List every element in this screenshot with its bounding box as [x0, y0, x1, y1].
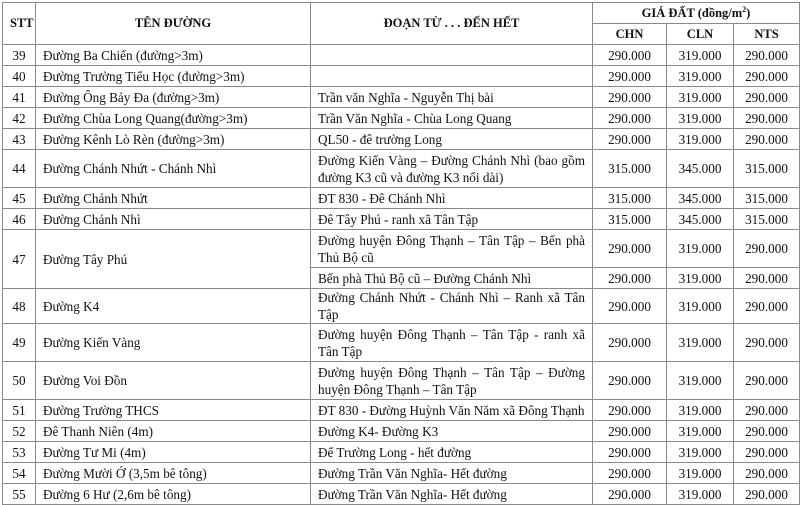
cell-street-name: Đường Ông Bảy Đa (đường>3m): [36, 87, 311, 108]
cell-chn: 290.000: [593, 400, 667, 421]
cell-cln: 345.000: [667, 188, 734, 209]
cell-stt: 54: [3, 463, 36, 484]
cell-stt: 45: [3, 188, 36, 209]
cell-cln: 319.000: [667, 45, 734, 66]
cell-street-name: Đê Thanh Niên (4m): [36, 421, 311, 442]
header-land-price: [593, 3, 800, 24]
cell-chn: 315.000: [593, 209, 667, 230]
cell-segment: Trần Văn Nghĩa - Chùa Long Quang: [311, 108, 593, 129]
cell-cln: 319.000: [667, 484, 734, 505]
cell-street-name: Đường Chánh Nhứt: [36, 188, 311, 209]
table-row: [3, 45, 800, 66]
cell-stt: 43: [3, 129, 36, 150]
cell-street-name: Đường Tư Mi (4m): [36, 442, 311, 463]
cell-segment: Đường Chánh Nhứt - Chánh Nhì – Ranh xã Tân Tập: [311, 289, 593, 324]
table-row: [3, 442, 800, 463]
cell-nts: 315.000: [734, 150, 800, 188]
cell-street-name: Đường Trường THCS: [36, 400, 311, 421]
table-row: [3, 324, 800, 362]
cell-nts: 290.000: [734, 324, 800, 362]
cell-street-name: Đường K4: [36, 289, 311, 324]
cell-street-name: Đường 6 Hư (2,6m bê tông): [36, 484, 311, 505]
cell-segment: Bến phà Thủ Bộ cũ – Đường Chánh Nhì: [311, 268, 593, 289]
cell-nts: 290.000: [734, 268, 800, 289]
cell-segment: Đường Trần Văn Nghĩa- Hết đường: [311, 484, 593, 505]
header-cln: CLN: [667, 24, 734, 45]
table-row: [3, 400, 800, 421]
cell-chn: 290.000: [593, 421, 667, 442]
cell-segment: [311, 66, 593, 87]
table-row: [3, 230, 800, 268]
cell-chn: 290.000: [593, 484, 667, 505]
cell-nts: 290.000: [734, 45, 800, 66]
cell-cln: 319.000: [667, 442, 734, 463]
header-land-price-sup: 2: [742, 4, 747, 14]
header-stt: STT: [3, 3, 36, 45]
cell-segment: Đường huyện Đông Thạnh – Tân Tập – Bến phà Thủ Bộ cũ: [311, 230, 593, 268]
cell-cln: 319.000: [667, 230, 734, 268]
table-row: [3, 66, 800, 87]
cell-segment: Đê Tây Phú - ranh xã Tân Tập: [311, 209, 593, 230]
table-row: [3, 87, 800, 108]
cell-segment: Đường Trần Văn Nghĩa- Hết đường: [311, 463, 593, 484]
header-row-top: [3, 3, 800, 24]
cell-chn: 290.000: [593, 129, 667, 150]
table-row: [3, 108, 800, 129]
cell-stt: 46: [3, 209, 36, 230]
cell-segment: [311, 45, 593, 66]
cell-cln: 319.000: [667, 421, 734, 442]
cell-street-name: Đường Voi Đồn: [36, 362, 311, 400]
table-row: [3, 150, 800, 188]
cell-stt: 44: [3, 150, 36, 188]
cell-segment: Đường huyện Đông Thạnh – Tân Tập - ranh xã Tân Tập: [311, 324, 593, 362]
cell-segment: Đường Kiến Vàng – Đường Chánh Nhì (bao gồm đường K3 cũ và đường K3 nối dài): [311, 150, 593, 188]
table-row: [3, 129, 800, 150]
cell-cln: 319.000: [667, 66, 734, 87]
cell-cln: 345.000: [667, 209, 734, 230]
cell-cln: 319.000: [667, 400, 734, 421]
table-row: [3, 209, 800, 230]
cell-nts: 290.000: [734, 66, 800, 87]
cell-street-name: Đường Chánh Nhứt - Chánh Nhì: [36, 150, 311, 188]
cell-street-name: Đường Trường Tiểu Học (đường>3m): [36, 66, 311, 87]
cell-nts: 290.000: [734, 129, 800, 150]
cell-street-name: Đường Chánh Nhì: [36, 209, 311, 230]
header-nts: NTS: [734, 24, 800, 45]
cell-nts: 290.000: [734, 230, 800, 268]
cell-nts: 290.000: [734, 421, 800, 442]
cell-stt: 55: [3, 484, 36, 505]
cell-chn: 290.000: [593, 45, 667, 66]
header-land-price-close: ): [746, 5, 751, 20]
cell-cln: 319.000: [667, 463, 734, 484]
table-row: [3, 421, 800, 442]
cell-stt: 49: [3, 324, 36, 362]
cell-chn: 290.000: [593, 87, 667, 108]
cell-segment: Trần văn Nghĩa - Nguyễn Thị bài: [311, 87, 593, 108]
cell-chn: 290.000: [593, 108, 667, 129]
cell-segment: ĐT 830 - Đê Chánh Nhì: [311, 188, 593, 209]
cell-street-name: Đường Kiến Vàng: [36, 324, 311, 362]
cell-street-name: Đường Ba Chiến (đường>3m): [36, 45, 311, 66]
cell-cln: 319.000: [667, 268, 734, 289]
cell-street-name: Đường Chùa Long Quang(đường>3m): [36, 108, 311, 129]
cell-segment: Đường huyện Đông Thạnh – Tân Tập – Đường huyện Đông Thạnh – Tân Tập: [311, 362, 593, 400]
cell-chn: 315.000: [593, 150, 667, 188]
cell-stt: 39: [3, 45, 36, 66]
table-row: [3, 484, 800, 505]
cell-stt: 48: [3, 289, 36, 324]
cell-cln: 319.000: [667, 87, 734, 108]
cell-stt: 42: [3, 108, 36, 129]
cell-cln: 319.000: [667, 289, 734, 324]
cell-nts: 290.000: [734, 108, 800, 129]
cell-street-name: Đường Tây Phú: [36, 230, 311, 289]
cell-chn: 290.000: [593, 324, 667, 362]
header-chn: CHN: [593, 24, 667, 45]
cell-cln: 319.000: [667, 129, 734, 150]
cell-stt: 50: [3, 362, 36, 400]
cell-chn: 290.000: [593, 66, 667, 87]
cell-cln: 319.000: [667, 362, 734, 400]
cell-nts: 290.000: [734, 400, 800, 421]
cell-nts: 290.000: [734, 289, 800, 324]
header-land-price-label: GIÁ ĐẤT (đồng/m: [641, 5, 743, 20]
cell-chn: 290.000: [593, 268, 667, 289]
cell-segment: QL50 - đê trường Long: [311, 129, 593, 150]
table-row: [3, 188, 800, 209]
header-street-name: TÊN ĐƯỜNG: [36, 3, 311, 45]
cell-stt: 53: [3, 442, 36, 463]
cell-cln: 319.000: [667, 324, 734, 362]
cell-chn: 290.000: [593, 442, 667, 463]
cell-stt: 52: [3, 421, 36, 442]
cell-chn: 290.000: [593, 230, 667, 268]
cell-chn: 290.000: [593, 463, 667, 484]
cell-segment: Đường K4- Đường K3: [311, 421, 593, 442]
cell-segment: Để Trường Long - hết đường: [311, 442, 593, 463]
cell-chn: 290.000: [593, 362, 667, 400]
cell-nts: 290.000: [734, 442, 800, 463]
land-price-table: [2, 2, 800, 505]
header-segment: ĐOẠN TỪ . . . ĐẾN HẾT: [311, 3, 593, 45]
cell-nts: 315.000: [734, 209, 800, 230]
cell-nts: 290.000: [734, 87, 800, 108]
cell-nts: 290.000: [734, 362, 800, 400]
cell-stt: 41: [3, 87, 36, 108]
table-row: [3, 463, 800, 484]
cell-chn: 290.000: [593, 289, 667, 324]
cell-nts: 315.000: [734, 188, 800, 209]
cell-street-name: Đường Mười Ớ (3,5m bê tông): [36, 463, 311, 484]
cell-stt: 47: [3, 230, 36, 289]
table-row: [3, 289, 800, 324]
cell-cln: 319.000: [667, 108, 734, 129]
cell-chn: 315.000: [593, 188, 667, 209]
cell-stt: 51: [3, 400, 36, 421]
cell-street-name: Đường Kênh Lò Rèn (đường>3m): [36, 129, 311, 150]
cell-nts: 290.000: [734, 484, 800, 505]
table-row: [3, 362, 800, 400]
cell-segment: ĐT 830 - Đường Huỳnh Văn Năm xã Đông Thạnh: [311, 400, 593, 421]
cell-cln: 345.000: [667, 150, 734, 188]
cell-stt: 40: [3, 66, 36, 87]
cell-nts: 290.000: [734, 463, 800, 484]
